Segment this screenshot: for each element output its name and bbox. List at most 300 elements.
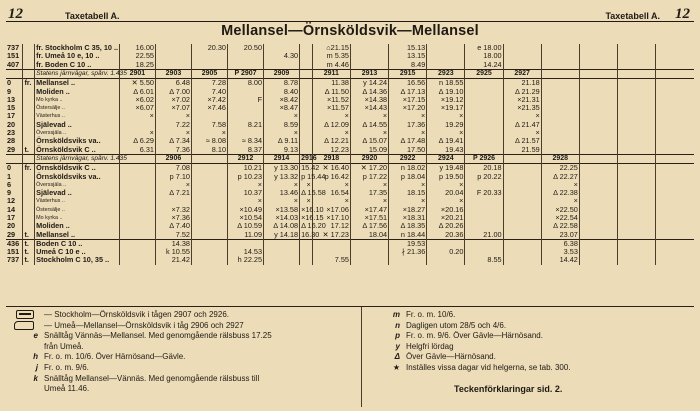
time-cell: ×17.10 <box>312 214 350 222</box>
time-cell <box>579 104 617 112</box>
time-cell: ✕ 16.40 <box>312 164 350 173</box>
station-name: Västerhus .. <box>35 197 120 205</box>
time-cell <box>465 214 503 222</box>
time-cell <box>503 214 541 222</box>
time-cell: p 19.50 <box>427 172 465 180</box>
time-cell: × <box>119 112 155 120</box>
time-cell: 20.36 <box>427 231 465 240</box>
time-cell <box>618 61 656 70</box>
table-label-right: Taxetabell A. <box>605 11 660 21</box>
time-cell: 15.13 <box>389 44 427 52</box>
time-cell <box>656 44 694 52</box>
time-cell: ×18.31 <box>389 214 427 222</box>
time-cell: × <box>350 112 388 120</box>
time-cell <box>300 104 313 112</box>
time-cell <box>503 61 541 70</box>
time-cell <box>503 239 541 248</box>
time-cell: × <box>264 181 300 189</box>
km-cell: 9 <box>7 188 12 198</box>
time-cell: 18.00 <box>465 52 503 60</box>
time-cell <box>503 222 541 230</box>
time-cell <box>191 256 227 264</box>
time-cell <box>300 146 313 155</box>
time-cell <box>656 112 694 120</box>
station-name: Mo kyrka .. <box>35 214 120 222</box>
time-cell: ×22.50 <box>541 206 579 214</box>
train-number: 2911 <box>312 69 350 78</box>
connection-row <box>6 248 694 256</box>
station-name: Östersälje .. <box>35 206 120 214</box>
time-cell: × <box>427 129 465 137</box>
km-cell: 28 <box>7 136 16 146</box>
station-name: Moliden .. <box>35 222 120 230</box>
time-cell <box>465 104 503 112</box>
time-cell <box>300 44 313 52</box>
time-cell: × <box>155 112 191 120</box>
footnote-line <box>12 363 357 374</box>
footnote-text: Helgfri lördag <box>406 341 454 351</box>
time-cell: Δ 21.57 <box>503 137 541 145</box>
km-cell: 20 <box>7 221 16 231</box>
time-cell <box>618 231 656 240</box>
time-cell <box>579 87 617 95</box>
station-name: Mellansel .. <box>35 231 120 240</box>
direction-mark <box>23 61 35 70</box>
km-cell: 17 <box>7 212 16 222</box>
time-cell: ✕ 17.20 <box>350 164 388 173</box>
time-cell <box>579 52 617 60</box>
footnote-mark: e <box>33 331 38 341</box>
timetable-row <box>6 87 694 95</box>
time-cell <box>350 44 388 52</box>
time-cell <box>119 222 155 230</box>
time-cell: × <box>228 181 264 189</box>
station-name: Örnsköldsviks va.. <box>35 172 120 180</box>
time-cell <box>503 44 541 52</box>
time-cell <box>300 52 313 60</box>
time-cell: ×20.21 <box>427 214 465 222</box>
time-cell <box>579 129 617 137</box>
footnote-line <box>12 310 357 321</box>
time-cell <box>618 137 656 145</box>
time-cell: Δ 18.35 <box>389 222 427 230</box>
time-cell <box>300 129 313 137</box>
station-name: Umeå C 10 e .. <box>35 248 120 256</box>
time-cell <box>228 61 264 70</box>
time-cell: Δ 14.55 <box>350 121 388 129</box>
time-cell: 8.00 <box>228 79 264 88</box>
time-cell <box>155 52 191 60</box>
time-cell: ×7.42 <box>191 96 227 104</box>
timetable <box>6 44 694 265</box>
route-title: Mellansel—Örnsköldsvik—Mellansel <box>221 23 479 39</box>
time-cell <box>300 137 313 145</box>
time-cell <box>191 52 227 60</box>
time-cell: 8.21 <box>228 121 264 129</box>
time-cell: Δ 20.26 <box>427 222 465 230</box>
time-cell <box>155 61 191 70</box>
time-cell <box>656 164 694 173</box>
time-cell <box>618 44 656 52</box>
time-cell <box>300 96 313 104</box>
time-cell <box>579 231 617 240</box>
time-cell: ×8.47 <box>264 104 300 112</box>
time-cell: e 18.00 <box>465 44 503 52</box>
time-cell: 16.56 <box>389 79 427 88</box>
time-cell <box>119 197 155 205</box>
time-cell <box>541 104 579 112</box>
time-cell: × <box>264 197 300 205</box>
direction-mark <box>23 181 35 189</box>
time-cell: × <box>541 181 579 189</box>
direction-mark <box>23 44 35 52</box>
train-number: P 2907 <box>228 69 264 78</box>
time-cell: Δ 22.58 <box>541 222 579 230</box>
time-cell <box>465 197 503 205</box>
time-cell: Δ 16.20 <box>301 221 326 231</box>
time-cell: ×7.02 <box>155 96 191 104</box>
time-cell: Δ 11.50 <box>312 87 350 95</box>
train-number: 2918 <box>312 154 350 163</box>
direction-mark <box>23 112 35 120</box>
connection-row <box>6 52 694 60</box>
time-cell: ×11.57 <box>312 104 350 112</box>
time-cell <box>579 222 617 230</box>
time-cell <box>465 79 503 88</box>
station-name: Överssjäla .. <box>35 181 120 189</box>
footnote-line <box>12 384 357 395</box>
time-cell: 16.30 <box>301 229 320 239</box>
footnote-text: Snälltåg Vännäs—Mellansel. Med genomgående rälsbuss 17.25 <box>44 331 272 341</box>
direction-mark: t. <box>23 146 35 155</box>
station-name: fr. Stockholm C 35, 10 .. <box>36 43 119 53</box>
time-cell: Δ 17.56 <box>350 222 388 230</box>
time-cell <box>119 239 155 248</box>
time-cell <box>618 52 656 60</box>
time-cell: 10.37 <box>228 189 264 197</box>
time-cell: ✕ 17.23 <box>312 231 350 240</box>
train-number: 2905 <box>191 69 227 78</box>
station-name: Mellansel .. <box>35 79 120 88</box>
time-cell: Δ 9.11 <box>264 137 300 145</box>
direction-mark <box>23 214 35 222</box>
time-cell <box>656 256 694 264</box>
time-cell: ×21.35 <box>503 104 541 112</box>
time-cell: 8.55 <box>465 256 503 264</box>
footnote-text: Umeå 11.46. <box>44 384 90 394</box>
direction-mark <box>23 87 35 95</box>
time-cell: F <box>228 96 264 104</box>
time-cell <box>541 44 579 52</box>
time-cell <box>119 172 155 180</box>
time-cell: Δ 7.21 <box>155 189 191 197</box>
time-cell: ×21.31 <box>503 96 541 104</box>
time-cell: 11.09 <box>228 231 264 240</box>
time-cell <box>119 248 155 256</box>
train-number: 2927 <box>503 69 541 78</box>
time-cell: 16.00 <box>119 44 155 52</box>
time-cell: 10.21 <box>228 164 264 173</box>
time-cell: 15.09 <box>350 146 388 155</box>
direction-mark <box>23 121 35 129</box>
time-cell <box>579 79 617 88</box>
railway-name: Statens järnvägar, spårv. 1.435 <box>36 154 127 162</box>
direction-mark: t. <box>23 231 35 240</box>
time-cell: Δ 14.08 <box>264 222 300 230</box>
time-cell: 18.04 <box>350 231 388 240</box>
time-cell <box>618 96 656 104</box>
time-cell <box>191 181 227 189</box>
time-cell: ×10.49 <box>228 206 264 214</box>
train-number <box>541 69 579 78</box>
train-number: 2916 <box>301 154 317 162</box>
time-cell <box>191 172 227 180</box>
time-cell: Δ 15.07 <box>350 137 388 145</box>
time-cell <box>656 137 694 145</box>
footnote-text: Fr. o. m. 10/6. Över Härnösand—Gävle. <box>44 352 186 362</box>
time-cell: y 19.48 <box>427 164 465 173</box>
time-cell <box>541 96 579 104</box>
time-cell <box>656 231 694 240</box>
time-cell: y 13.30 <box>264 164 300 173</box>
time-cell: 12.23 <box>312 146 350 155</box>
time-cell <box>350 239 388 248</box>
time-cell: Δ 19.10 <box>427 87 465 95</box>
footnote-line <box>12 352 357 363</box>
top-rule <box>6 21 694 22</box>
time-cell: ×16.15 <box>301 212 324 222</box>
train-number <box>579 154 617 163</box>
time-cell <box>579 197 617 205</box>
time-cell <box>191 189 227 197</box>
time-cell <box>656 248 694 256</box>
time-cell <box>312 239 350 248</box>
time-cell <box>350 61 388 70</box>
time-cell: Δ 14.36 <box>350 87 388 95</box>
station-name: Moliden .. <box>35 87 120 95</box>
footnote-text: Fr. o. m. 9/6. <box>44 362 89 372</box>
time-cell <box>656 214 694 222</box>
time-cell <box>579 164 617 173</box>
time-cell: ×7.36 <box>155 214 191 222</box>
time-cell: 7.22 <box>155 121 191 129</box>
time-cell: × <box>389 197 427 205</box>
time-cell: × <box>312 129 350 137</box>
time-cell: × <box>389 112 427 120</box>
footnote-line <box>374 331 689 342</box>
footnotes-left <box>12 310 357 395</box>
train-number: 2912 <box>228 154 264 163</box>
time-cell: Δ 15.58 <box>301 188 326 198</box>
time-cell <box>656 197 694 205</box>
time-cell: 14.42 <box>541 256 579 264</box>
time-cell <box>579 146 617 155</box>
footnote-text: från Umeå. <box>44 341 84 351</box>
time-cell <box>656 79 694 88</box>
time-cell <box>300 248 313 256</box>
train-number-header <box>6 154 694 163</box>
direction-mark <box>23 206 35 214</box>
time-cell: 6.48 <box>155 79 191 88</box>
time-cell: p 10.23 <box>228 172 264 180</box>
train-number: 2928 <box>541 154 579 163</box>
km-cell: 0 <box>6 79 23 88</box>
time-cell <box>618 87 656 95</box>
time-cell: ×19.12 <box>427 96 465 104</box>
time-cell: ×7.46 <box>191 104 227 112</box>
time-cell <box>465 137 503 145</box>
time-cell: 7.08 <box>155 164 191 173</box>
timetable-row <box>6 231 694 240</box>
time-cell: 19.43 <box>427 146 465 155</box>
time-cell: × <box>155 129 191 137</box>
timetable-row <box>6 197 694 205</box>
direction-mark: fr. <box>23 164 35 173</box>
time-cell: × <box>389 129 427 137</box>
time-cell: 4.30 <box>264 52 300 60</box>
time-cell <box>618 129 656 137</box>
time-cell: p 16.42 <box>312 172 350 180</box>
time-cell: 17.50 <box>389 146 427 155</box>
train-number: 2901 <box>119 69 155 78</box>
time-cell <box>656 181 694 189</box>
station-name: Örnsköldsvik C .. <box>35 164 120 173</box>
connection-row <box>6 61 694 70</box>
km-cell: 151 <box>7 247 20 257</box>
time-cell: ×20.16 <box>427 206 465 214</box>
time-cell <box>389 256 427 264</box>
time-cell: × <box>264 129 300 137</box>
km-cell: 13 <box>7 94 16 104</box>
time-cell: 20.50 <box>228 44 264 52</box>
time-cell: F 20.33 <box>465 189 503 197</box>
symbol-reference: Teckenförklaringar sid. 2. <box>454 383 563 394</box>
time-cell: y 13.32 <box>264 172 300 180</box>
time-cell <box>656 222 694 230</box>
time-cell: × <box>300 197 313 205</box>
time-cell: × <box>503 129 541 137</box>
km-cell: 0 <box>6 164 23 173</box>
time-cell: ×10.54 <box>228 214 264 222</box>
time-cell <box>579 181 617 189</box>
timetable-row <box>6 214 694 222</box>
direction-mark <box>23 129 35 137</box>
time-cell: 17.36 <box>389 121 427 129</box>
train-number <box>300 69 313 78</box>
time-cell <box>300 121 313 129</box>
time-cell: 7.36 <box>155 146 191 155</box>
time-cell: × <box>155 181 191 189</box>
time-cell: Δ 6.29 <box>119 137 155 145</box>
time-cell <box>579 96 617 104</box>
time-cell: Δ 6.01 <box>119 87 155 95</box>
time-cell: 18.15 <box>389 189 427 197</box>
time-cell: × <box>350 197 388 205</box>
footnote-line <box>374 321 689 332</box>
footnote-text: Fr. o. m. 9/6. Över Gävle—Härnösand. <box>406 331 543 341</box>
time-cell: ×22.54 <box>541 214 579 222</box>
footnote-text: Dagligen utom 28/5 och 4/6. <box>406 320 507 330</box>
train-number-header <box>6 69 694 78</box>
time-cell <box>119 231 155 240</box>
station-name: Mo kyrka .. <box>35 96 120 104</box>
direction-mark: t. <box>23 256 35 264</box>
time-cell: y 14.18 <box>264 231 300 240</box>
time-cell <box>541 112 579 120</box>
train-number: 2913 <box>350 69 388 78</box>
time-cell <box>618 248 656 256</box>
time-cell <box>300 112 313 120</box>
time-cell <box>191 206 227 214</box>
station-name: Östersälje .. <box>35 104 120 112</box>
time-cell: ⌂21.15 <box>312 44 350 52</box>
km-cell: 737 <box>7 255 20 265</box>
station-name: Boden C 10 .. <box>35 239 120 248</box>
time-cell <box>541 146 579 155</box>
time-cell <box>191 248 227 256</box>
time-cell: 9.13 <box>264 146 300 155</box>
time-cell: p 20.22 <box>465 172 503 180</box>
train-number <box>579 69 617 78</box>
time-cell <box>119 256 155 264</box>
time-cell: ×17.51 <box>350 214 388 222</box>
station-name: Örnsköldsviks va.. <box>35 137 120 145</box>
time-cell: ≈ 8.08 <box>191 137 227 145</box>
train-number <box>618 154 656 163</box>
station-name: Västerhus .. <box>35 112 120 120</box>
time-cell: × <box>503 112 541 120</box>
station-name: Själevad .. <box>35 121 120 129</box>
time-cell: m 4.46 <box>312 61 350 70</box>
time-cell <box>264 239 300 248</box>
time-cell <box>191 214 227 222</box>
time-cell <box>465 239 503 248</box>
footnote-mark: p <box>395 331 400 341</box>
train-number: 2909 <box>264 69 300 78</box>
time-cell: Δ 12.21 <box>312 137 350 145</box>
km-cell: 29 <box>7 144 16 154</box>
train-number: 2914 <box>264 154 300 163</box>
time-cell: × <box>119 129 155 137</box>
train-number: 2903 <box>155 69 191 78</box>
time-cell <box>618 172 656 180</box>
time-cell: 18.25 <box>119 61 155 70</box>
station-name: Överssjäla .. <box>35 129 120 137</box>
time-cell: ×7.07 <box>155 104 191 112</box>
time-cell: 7.40 <box>191 87 227 95</box>
time-cell: n 18.02 <box>389 164 427 173</box>
time-cell: 7.55 <box>312 256 350 264</box>
time-cell <box>579 214 617 222</box>
time-cell <box>618 112 656 120</box>
train-number: 2915 <box>389 69 427 78</box>
connection-row <box>6 256 694 264</box>
time-cell: 8.78 <box>264 79 300 88</box>
time-cell <box>191 231 227 240</box>
time-cell: Δ 7.00 <box>155 87 191 95</box>
time-cell: 23.07 <box>541 231 579 240</box>
train-number <box>503 154 541 163</box>
time-cell <box>119 214 155 222</box>
time-cell <box>465 121 503 129</box>
time-cell: Δ 22.27 <box>541 172 579 180</box>
time-cell: 19.53 <box>389 239 427 248</box>
time-cell <box>656 121 694 129</box>
time-cell <box>191 222 227 230</box>
time-cell <box>618 121 656 129</box>
footnote-line <box>12 342 357 353</box>
time-cell <box>618 189 656 197</box>
